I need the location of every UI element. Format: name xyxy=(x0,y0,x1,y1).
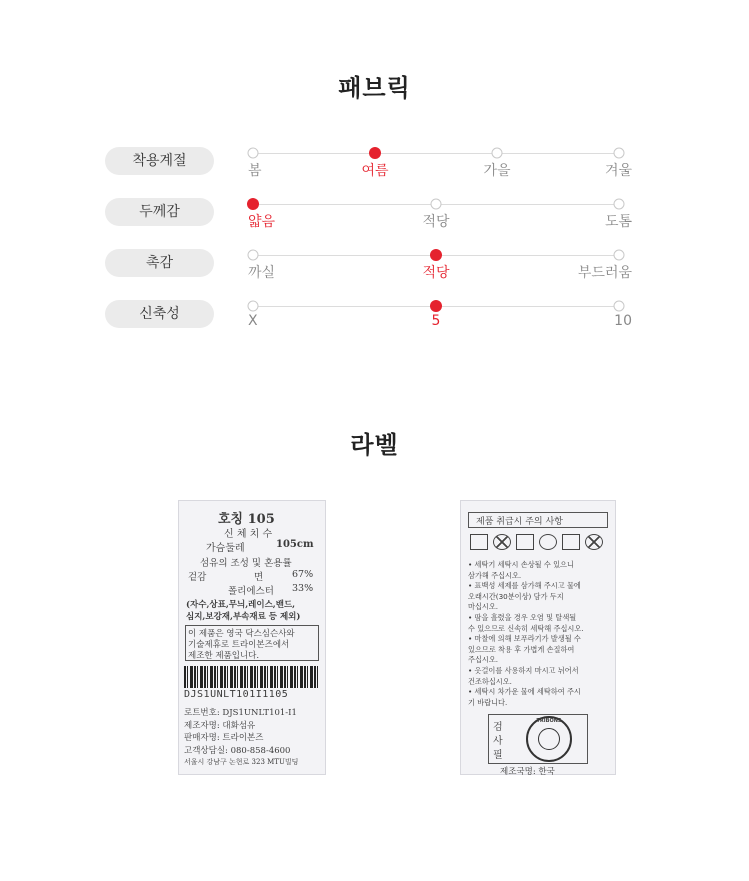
chest-label: 가슴둘레 xyxy=(206,543,245,554)
scale-marker-selected xyxy=(369,147,381,159)
care-note-line: 주십시오. xyxy=(468,655,499,665)
attribute-label: 촉감 xyxy=(105,249,214,277)
wash-icon xyxy=(470,534,488,550)
iron-icon xyxy=(516,534,534,550)
fabric-section-title: 패브릭 xyxy=(338,74,411,102)
no-tumble-icon xyxy=(585,534,603,550)
origin-country: 제조국명: 한국 xyxy=(500,767,555,775)
scale-marker xyxy=(614,301,625,312)
fabric-row xyxy=(105,249,665,279)
scale-option-label: 봄 xyxy=(248,163,262,179)
care-title: 제품 취급시 주의 사항 xyxy=(476,517,563,527)
scale-option-label: 5 xyxy=(431,313,441,329)
tribons-stamp-icon xyxy=(526,716,572,762)
scale-option-label: 겨울 xyxy=(604,163,632,179)
size-text: 호칭 105 xyxy=(218,512,275,527)
composition-heading: 섬유의 조성 및 혼용률 xyxy=(200,558,292,569)
scale-option-label: 적당 xyxy=(422,214,450,230)
care-note-line: 기 바랍니다. xyxy=(468,697,508,707)
scale-marker-selected xyxy=(430,249,442,261)
scale-marker xyxy=(614,148,625,159)
care-note-line: 삼가해 주십시오. xyxy=(468,570,522,580)
fabric-row xyxy=(105,300,665,330)
scale-marker-selected xyxy=(247,198,259,210)
scale-marker xyxy=(492,148,503,159)
care-note-line: 건조하십시오. xyxy=(468,676,512,686)
scale-option-label: 까실 xyxy=(248,265,276,281)
scale-marker-selected xyxy=(430,300,442,312)
lot-number: 로트번호: DJS1UNLT101-I1 xyxy=(184,708,297,718)
care-note-line: 있으므로 착용 후 가볍게 손질하여 xyxy=(468,644,575,654)
care-note-line: 오래시간(30분이상) 담가 두지 xyxy=(468,591,564,601)
scale-option-label: 여름 xyxy=(361,163,389,179)
manufacturer: 제조자명: 대화섬유 xyxy=(184,721,256,731)
care-note-line: • 땀을 흘렸을 경우 오염 및 탈색될 xyxy=(468,613,577,622)
label-section-title: 라벨 xyxy=(350,431,399,459)
care-note-line: 수 있으므로 신속히 세탁해 주십시오. xyxy=(468,623,584,633)
license-line-2: 기술제휴로 트라이본즈에서 xyxy=(188,640,290,650)
care-note-line: • 세탁기 세탁시 손상될 수 있으니 xyxy=(468,560,574,569)
polyester-percent: 33% xyxy=(292,583,314,594)
exclusion-note-2: 심지,보강재,부속재료 등 제외) xyxy=(186,612,301,622)
seller: 판매자명: 트라이본즈 xyxy=(184,733,264,743)
barcode-number: DJS1UNLT101I1105 xyxy=(184,689,289,700)
care-note-line: • 마찰에 의해 보푸라기가 발생될 수 xyxy=(468,634,581,644)
care-note-line: 마십시오. xyxy=(468,602,499,612)
scale-option-label: 가을 xyxy=(483,163,511,179)
size-composition-label-image xyxy=(178,500,326,775)
dry-clean-icon xyxy=(562,534,580,550)
scale-option-label: 도톰 xyxy=(604,214,632,230)
care-instruction-label-image xyxy=(460,500,616,775)
scale-marker xyxy=(248,148,259,159)
scale-option-label: 부드러움 xyxy=(577,265,632,281)
scale-option-label: X xyxy=(248,313,258,329)
inspection-char-3: 필 xyxy=(493,750,503,761)
stamp-text: TRIBONS xyxy=(536,718,562,724)
address: 서울시 강남구 논현로 323 MTU빌딩 xyxy=(184,758,299,766)
scale-marker xyxy=(614,250,625,261)
scale-marker xyxy=(248,301,259,312)
hand-wash-icon xyxy=(539,534,557,550)
care-note-line: • 세탁시 차가운 물에 세탁하여 주시 xyxy=(468,687,581,697)
shell-label: 겉감 xyxy=(188,572,207,583)
cotton-label: 면 xyxy=(254,572,264,583)
care-note-line: • 표백성 세제를 삼가해 주시고 물에 xyxy=(468,581,581,591)
scale-track xyxy=(253,153,619,154)
chest-value: 105cm xyxy=(276,539,314,550)
customer-service: 고객상담실: 080-858-4600 xyxy=(184,746,291,756)
scale-option-label: 얇음 xyxy=(248,214,276,230)
inspection-char-2: 사 xyxy=(493,736,503,747)
no-bleach-icon xyxy=(493,534,511,550)
barcode xyxy=(184,666,320,688)
attribute-label: 두께감 xyxy=(105,198,214,226)
attribute-label: 신축성 xyxy=(105,300,214,328)
body-size-heading: 신 체 치 수 xyxy=(224,529,273,540)
polyester-label: 폴리에스터 xyxy=(228,586,274,597)
exclusion-note-1: (자수,상표,무늬,레이스,밴드, xyxy=(186,600,296,610)
license-line-1: 이 제품은 영국 닥스심슨사와 xyxy=(188,629,295,639)
scale-option-label: 적당 xyxy=(422,265,450,281)
scale-option-label: 10 xyxy=(614,313,632,329)
license-line-3: 제조한 제품입니다. xyxy=(188,651,260,661)
inspection-char-1: 검 xyxy=(493,722,503,733)
scale-marker xyxy=(248,250,259,261)
cotton-percent: 67% xyxy=(292,569,314,580)
fabric-row xyxy=(105,198,665,228)
scale-marker xyxy=(614,199,625,210)
care-note-line: • 옷걸이를 사용하지 마시고 뉘어서 xyxy=(468,666,579,675)
scale-marker xyxy=(431,199,442,210)
attribute-label: 착용계절 xyxy=(105,147,214,175)
fabric-row xyxy=(105,147,665,177)
